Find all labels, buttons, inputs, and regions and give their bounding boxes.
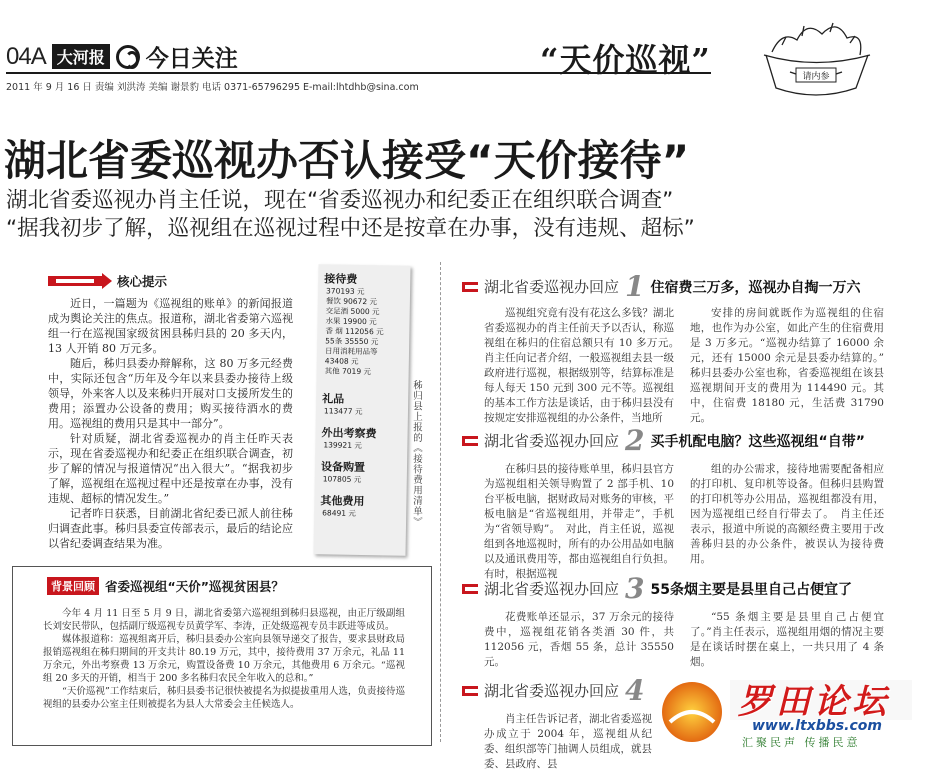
core-summary-title: 核心提示 [117, 274, 168, 289]
response-1-left [484, 306, 685, 424]
receipt-amount: 香 烟 112056 元 [325, 326, 384, 337]
response-label: 湖北省委巡视办回应 [484, 432, 620, 450]
receipt-amount: 68491 元 [322, 508, 357, 518]
cartoon-illustration [752, 10, 880, 105]
response-2-right [690, 462, 884, 565]
subhead-2: “据我初步了解，巡视组在巡视过程中还是按章在办事，没有违规、超标” [6, 216, 695, 241]
response-1-right [690, 306, 895, 424]
core-summary-header [48, 272, 167, 290]
forum-watermark [652, 666, 914, 750]
core-paragraph: 近日，一篇题为《巡视组的账单》的新闻报道成为舆论关注的焦点。报道称，湖北省委第六巡视组一行在巡视国家级贫困县秭归县的 20 多天内，13 人开销 80 万元多。 [48, 297, 293, 355]
dateline: 2011 年 9 月 16 日 责编 刘洪涛 美编 谢景豹 电话 0371-65796295 E-mail:lhtdhb@sina.com [6, 82, 419, 93]
response-title: 买手机配电脑？这些巡视组“自带” [650, 433, 865, 450]
response-heading-3 [462, 572, 852, 605]
response-label: 湖北省委巡视办回应 [484, 580, 620, 598]
background-paragraph: “天价巡视”工作结束后，秭归县委书记很快被提名为拟提拔重用人选，负责接待巡视组的县委办公室主任则被提名为县人大常委会主任候选人。 [43, 686, 405, 710]
response-number: 1 [625, 270, 645, 303]
receipt-line: 设备购置 [320, 460, 366, 475]
receipt-line: 礼品 [322, 392, 345, 406]
receipt-line: 其他费用 [320, 494, 365, 509]
photo-caption: 秭归县上报的《接待费用清单》 [411, 380, 422, 527]
background-header [47, 577, 284, 595]
response-label: 湖北省委巡视办回应 [484, 278, 620, 296]
response-text: 花费账单还显示，37 万余元的接待费中，巡视组花销各类酒 30 件，共 112056 元，香烟 55 条，总计 35550 元。 [484, 611, 674, 668]
receipt-line: 接待费 [324, 272, 358, 286]
red-bracket-icon [462, 686, 478, 696]
cartoon-label: 请内参 [802, 72, 830, 82]
response-number: 2 [625, 424, 645, 457]
section-title: 今日关注 [145, 46, 238, 72]
response-heading-4 [462, 674, 645, 707]
response-title: 55条烟主要是县里自己占便宜了 [650, 581, 852, 598]
red-bracket-icon [462, 584, 478, 594]
response-label: 湖北省委巡视办回应 [484, 682, 620, 700]
background-paragraph: 媒体报道称：巡视组离开后，秭归县委办公室向县领导递交了报告，要求县财政局报销巡视组在秭归期间的开支共计 80.19 万元，其中，接待费用 37 万余元，礼品 11 万余元，外出考察费 13 万余元，购置设备费 10 万余元，其他费用 6 万余元。“巡视组 20 多天的开销，相当于 200 多名秭归农民全年收入的总和。” [43, 634, 405, 684]
response-text: 安排的房间就既作为巡视组的住宿地，也作为办公室，如此产生的住宿费用是 3 万多元。“巡视办结算了 16000 余元，还有 15000 余元是县委办结算的。” 秭归县委办公室也称，省委巡视组在该县巡视期间开支的费用为 114490 元。其中，住宿费 18180 元，生活费 31790 元。 [690, 307, 895, 424]
receipt-line: 外出考察费 [321, 426, 377, 441]
response-text: 肖主任告诉记者，湖北省委巡视办成立于 2004 年，巡视组从纪委、组织部等门抽调人员组成，就县委、县政府、县 [484, 713, 652, 770]
receipt-amount: 日用消耗用品等 [324, 346, 378, 357]
core-paragraph: 针对质疑，湖北省委巡视办的肖主任昨天表示，现在省委巡视办和纪委正在组织联合调查，初步了解的情况与报道情况“出入很大”。“据我初步了解，巡视组在巡视过程中还是按章在办事，没有违规、超标的情况发生。” [48, 432, 293, 505]
receipt-amount: 43408 元 [324, 356, 359, 366]
receipt-photo [313, 264, 410, 556]
response-heading-2 [462, 424, 865, 457]
response-4-left [484, 712, 652, 770]
background-tag: 背景回顾 [47, 577, 99, 595]
masthead [6, 40, 238, 73]
response-text: 巡视组究竟有没有花这么多钱？湖北省委巡视办的肖主任前天予以否认，称巡视组在秭归的住宿总额只有 10 多万元。 肖主任向记者介绍，一般巡视组去县一级政府进行巡视，根据级别等，结算标准是每人每天 150 元到 300 元不等。巡视组的基本工作方法是谈话，由于秭归县没有按规定安排巡视组的办公条件，当地所 [484, 307, 685, 424]
core-paragraph: 随后，秭归县委办辩解称，这 80 万多元经费中，实际还包含“历年及今年以来县委办接待上级领导，外来客人以及来秭归开展对口支援所发生的费用；添置办公设备的费用；购买接待酒水的费用。巡视组的费用只是其中一部分”。 [48, 357, 293, 430]
subhead-1: 湖北省委巡视办肖主任说，现在“省委巡视办和纪委正在组织联合调查” [6, 188, 674, 213]
newspaper-logo-icon [116, 45, 140, 69]
response-2-left [484, 462, 674, 580]
receipt-amount: 139921 元 [323, 440, 362, 451]
receipt-amount: 107805 元 [322, 474, 362, 484]
receipt-amount: 交足酒 5000 元 [325, 306, 380, 317]
column-divider [440, 262, 441, 742]
response-number: 3 [625, 572, 645, 605]
response-text: 组的办公需求，接待地需要配备相应的打印机、复印机等设备。但秭归县购置的打印机等办公用品，巡视组都没有用，因为巡视组已经自行带去了。 肖主任还表示，报道中所说的高额经费主要用于改善秭归县的办公条件，被误认为接待费用。 [690, 463, 884, 565]
red-arrow-icon [48, 276, 103, 286]
column-name: “天价巡视” [540, 41, 711, 79]
response-number: 4 [625, 674, 645, 707]
response-title: 住宿费三万多，巡视办自掏一万六 [650, 279, 861, 296]
receipt-amount: 其他 7019 元 [324, 366, 372, 377]
background-title: 省委巡视组“天价”巡视贫困县？ [105, 579, 284, 594]
response-heading-1 [462, 270, 861, 303]
background-paragraph: 今年 4 月 11 日至 5 月 9 日，湖北省委第六巡视组到秭归县巡视，由正厅级副组长刘安民带队，包括副厅级巡视专员黄学军、李涛，正处级巡视专员丰跃进等成员。 [43, 608, 405, 632]
response-text: 在秭归县的接待账单里，秭归县官方为巡视组相关领导购置了 2 部手机、10 台平板电脑，据财政局对账务的审核，平板电脑是“省巡视组用，并带走”，手机为“省领导购”。 对此，肖主任说，巡视组到各地巡视时，所有的办公用品如电脑以及通讯费用等，都由巡视组自行负担。有时，根据巡视 [484, 463, 674, 580]
receipt-amount: 水果 19900 元 [325, 316, 377, 327]
receipt-amount: 370193 元 [325, 286, 365, 297]
red-bracket-icon [462, 282, 478, 292]
page-number: 04A [6, 42, 46, 70]
watermark-title: 罗田论坛 [738, 682, 890, 722]
receipt-amount: 113477 元 [323, 406, 363, 417]
background-box [12, 566, 432, 746]
receipt-amount: 餐饮 90672 元 [325, 296, 378, 307]
main-headline: 湖北省委巡视办否认接受“天价接待” [4, 136, 690, 185]
core-paragraph: 记者昨日获悉，目前湖北省纪委已派人前往秭归调查此事。秭归县委宣传部表示，最后的结论应以省纪委调查结果为准。 [48, 507, 293, 550]
response-text: “55 条烟主要是县里自己占便宜了。”肖主任表示，巡视组用烟的情况主要是在谈话时摆在桌上，一共只用了 4 条烟。 [690, 611, 884, 668]
newspaper-brand: 大河报 [52, 44, 110, 69]
core-summary-body [48, 296, 293, 551]
background-body [43, 607, 405, 711]
watermark-url: www.ltxbbs.com [752, 718, 882, 734]
response-3-right [690, 610, 884, 668]
watermark-slogan: 汇聚民声 传播民意 [742, 736, 861, 749]
red-bracket-icon [462, 436, 478, 446]
response-3-left [484, 610, 674, 668]
receipt-amount: 55条 35550 元 [325, 336, 379, 347]
